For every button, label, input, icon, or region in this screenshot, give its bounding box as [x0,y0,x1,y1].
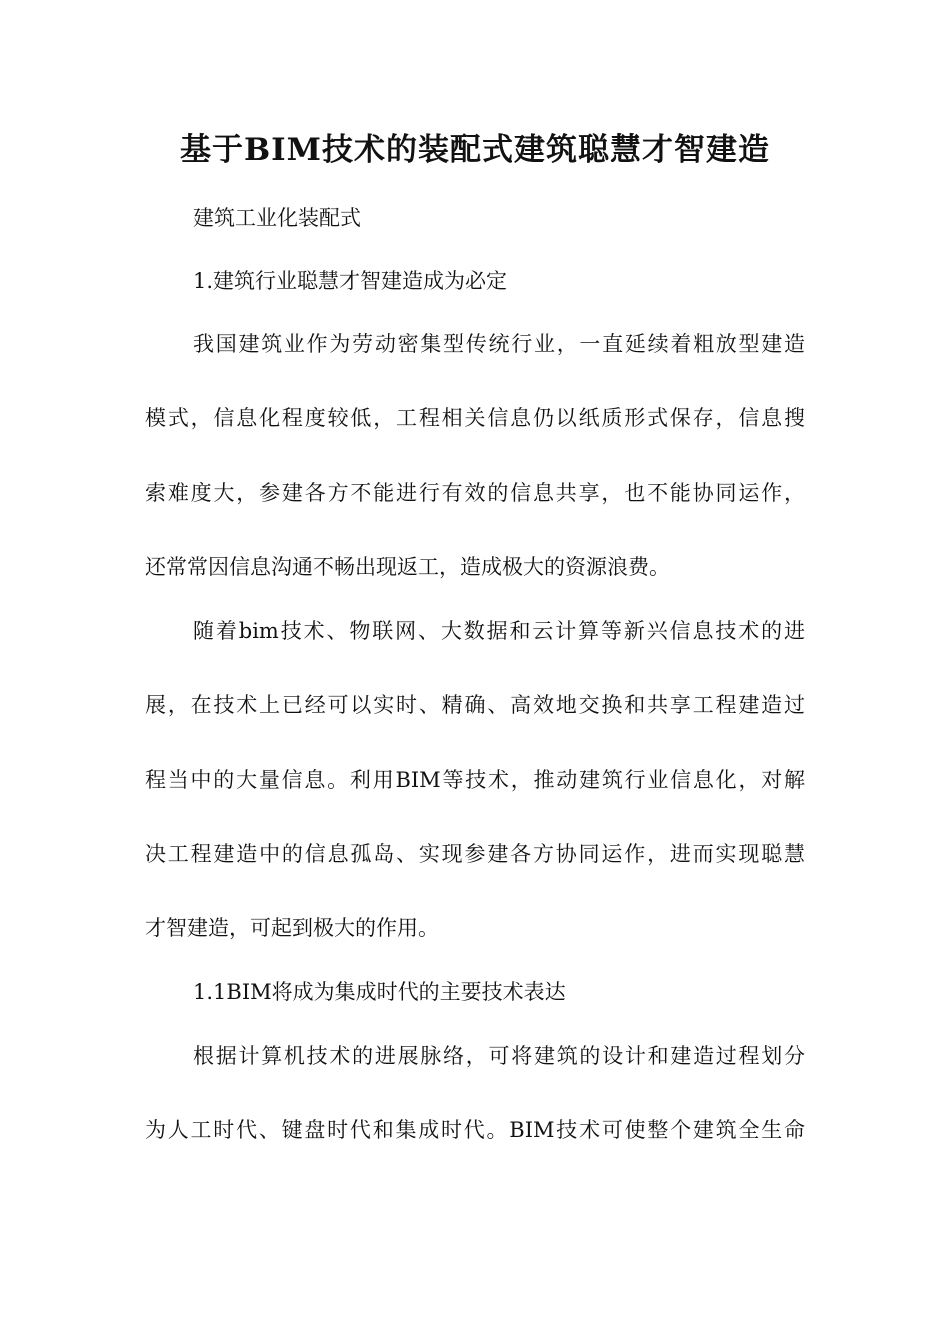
paragraph-1-line-1: 我国建筑业作为劳动密集型传统行业，一直延续着粗放型建造 [193,332,805,356]
paragraph-1-line-4: 还常常因信息沟通不畅出现返工，造成极大的资源浪费。 [145,555,670,579]
paragraph-1-line-2: 模式，信息化程度较低，工程相关信息仍以纸质形式保存，信息搜 [145,406,805,430]
section-heading-1: 1.建筑行业聪慧才智建造成为必定 [193,269,508,293]
document-title: 基于BIM技术的装配式建筑聪慧才智建造 [179,132,771,168]
paragraph-3-line-2: 为人工时代、键盘时代和集成时代。BIM技术可使整个建筑全生命 [145,1118,805,1142]
paragraph-2-line-2: 展，在技术上已经可以实时、精确、高效地交换和共享工程建造过 [145,693,805,717]
paragraph-1-line-3: 索难度大，参建各方不能进行有效的信息共享，也不能协同运作， [145,481,805,505]
paragraph-2-line-5: 才智建造，可起到极大的作用。 [145,916,439,940]
section-heading-1-1: 1.1BIM将成为集成时代的主要技术表达 [193,980,566,1004]
paragraph-2-line-3: 程当中的大量信息。利用BIM等技术，推动建筑行业信息化，对解 [145,768,805,792]
paragraph-2-line-1: 随着bim技术、物联网、大数据和云计算等新兴信息技术的进 [193,619,805,643]
paragraph-2-line-4: 决工程建造中的信息孤岛、实现参建各方协同运作，进而实现聪慧 [145,842,805,866]
subtitle-line: 建筑工业化装配式 [193,206,361,230]
paragraph-3-line-1: 根据计算机技术的进展脉络，可将建筑的设计和建造过程划分 [193,1044,805,1068]
